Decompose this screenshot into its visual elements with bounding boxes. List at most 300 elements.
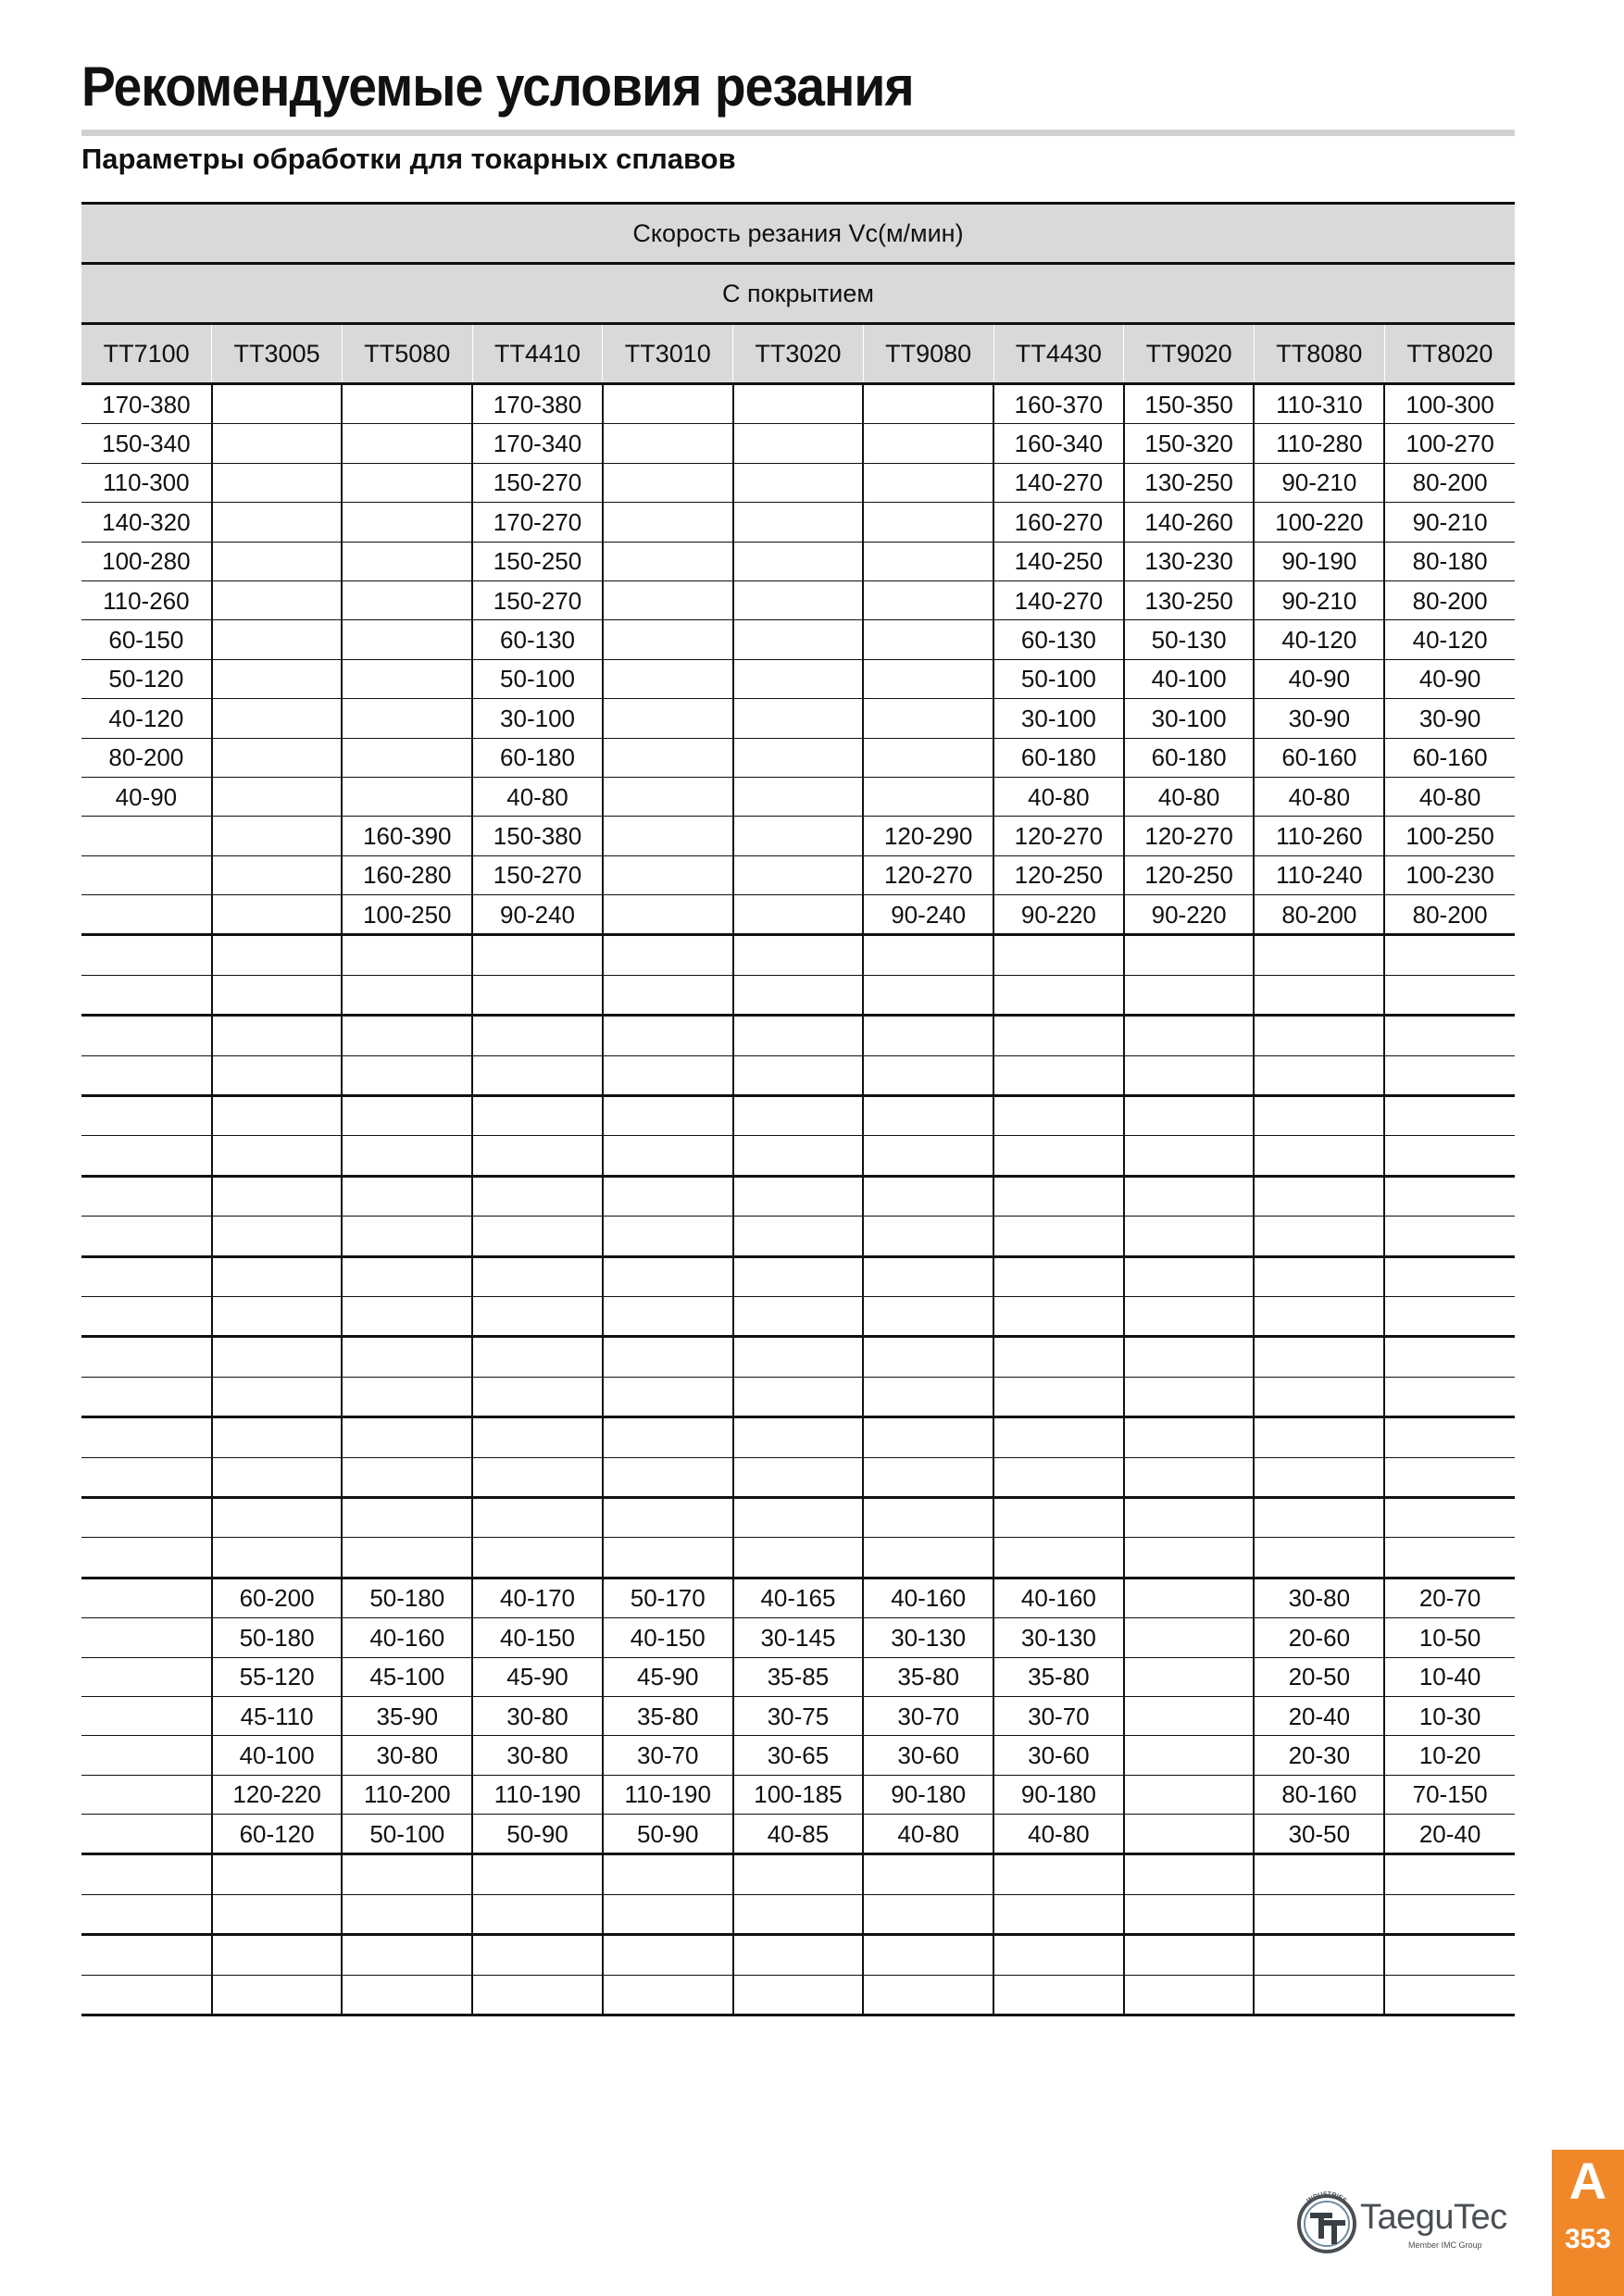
table-cell	[1254, 1894, 1384, 1934]
table-cell	[212, 1096, 343, 1136]
table-row	[81, 1854, 1515, 1894]
table-cell	[863, 384, 993, 424]
table-cell: 110-200	[342, 1775, 472, 1814]
table-cell	[472, 975, 603, 1015]
table-cell	[603, 542, 733, 580]
table-row	[81, 935, 1515, 975]
table-cell	[342, 1975, 472, 2015]
table-cell	[603, 975, 733, 1015]
table-cell	[1384, 1538, 1515, 1578]
table-cell	[212, 1256, 343, 1296]
table-cell: 40-80	[1124, 777, 1255, 816]
table-cell	[342, 738, 472, 777]
table-cell	[81, 895, 212, 935]
table-cell	[733, 1854, 864, 1894]
table-row	[81, 1417, 1515, 1457]
table-cell	[342, 659, 472, 698]
table-cell	[1384, 1136, 1515, 1176]
table-cell	[81, 1016, 212, 1055]
table-cell	[342, 1337, 472, 1377]
table-cell	[212, 1337, 343, 1377]
table-cell	[603, 855, 733, 894]
table-cell	[342, 1377, 472, 1416]
table-cell	[342, 1217, 472, 1256]
table-cell	[603, 384, 733, 424]
table-cell: 60-130	[993, 620, 1124, 659]
table-cell	[1124, 1256, 1255, 1296]
table-cell	[472, 1217, 603, 1256]
table-row	[81, 1894, 1515, 1934]
table-cell	[342, 580, 472, 619]
table-cell: 40-120	[1254, 620, 1384, 659]
table-cell: 100-250	[1384, 817, 1515, 855]
table-cell	[1384, 1217, 1515, 1256]
table-cell	[212, 1854, 343, 1894]
table-cell	[1384, 1256, 1515, 1296]
table-cell: 140-270	[993, 463, 1124, 502]
taegutec-logo	[1290, 2185, 1540, 2259]
table-cell	[1384, 1854, 1515, 1894]
table-cell: 40-80	[863, 1815, 993, 1854]
table-cell: 40-90	[1254, 659, 1384, 698]
grade-header-tt3005: TT3005	[212, 324, 343, 384]
table-cell: 10-30	[1384, 1696, 1515, 1735]
table-cell	[993, 1377, 1124, 1416]
table-row	[81, 1337, 1515, 1377]
table-cell	[603, 1975, 733, 2015]
table-cell	[212, 620, 343, 659]
coated-header: С покрытием	[81, 264, 1515, 324]
table-cell	[342, 503, 472, 542]
table-cell	[603, 1854, 733, 1894]
table-cell	[993, 1975, 1124, 2015]
table-cell	[603, 817, 733, 855]
table-cell: 35-85	[733, 1657, 864, 1696]
table-cell	[1124, 1935, 1255, 1975]
table-cell	[81, 1256, 212, 1296]
table-cell	[342, 1296, 472, 1336]
table-cell	[733, 1296, 864, 1336]
table-cell: 30-100	[993, 699, 1124, 738]
table-cell	[603, 895, 733, 935]
table-cell	[733, 1016, 864, 1055]
table-cell	[993, 1096, 1124, 1136]
table-cell	[603, 659, 733, 698]
table-row	[81, 1578, 1515, 1617]
table-cell: 170-380	[81, 384, 212, 424]
table-cell: 60-130	[472, 620, 603, 659]
table-cell	[863, 1935, 993, 1975]
table-cell: 35-80	[603, 1696, 733, 1735]
table-cell: 120-270	[993, 817, 1124, 855]
table-cell	[81, 1377, 212, 1416]
table-cell	[212, 1377, 343, 1416]
table-cell	[993, 1894, 1124, 1934]
table-cell	[1384, 975, 1515, 1015]
table-cell: 150-270	[472, 855, 603, 894]
table-cell	[212, 659, 343, 698]
table-row	[81, 1296, 1515, 1336]
table-cell: 10-40	[1384, 1657, 1515, 1696]
svg-text:INDUSTRIES	[1305, 2191, 1347, 2204]
table-cell: 45-100	[342, 1657, 472, 1696]
table-cell: 30-100	[1124, 699, 1255, 738]
grade-header-tt9020: TT9020	[1124, 324, 1255, 384]
table-cell	[1384, 1377, 1515, 1416]
table-cell	[212, 1457, 343, 1497]
table-cell	[603, 1894, 733, 1934]
table-cell: 120-290	[863, 817, 993, 855]
grade-header-tt7100: TT7100	[81, 324, 212, 384]
table-cell	[1254, 1055, 1384, 1095]
table-cell	[863, 1055, 993, 1095]
grade-header-tt5080: TT5080	[342, 324, 472, 384]
table-cell: 50-180	[212, 1618, 343, 1657]
table-cell	[1254, 975, 1384, 1015]
table-cell	[603, 777, 733, 816]
table-cell	[212, 1016, 343, 1055]
table-row	[81, 620, 1515, 659]
table-cell	[342, 777, 472, 816]
table-cell: 100-280	[81, 542, 212, 580]
grade-header-tt4410: TT4410	[472, 324, 603, 384]
table-cell	[342, 1136, 472, 1176]
table-row	[81, 1176, 1515, 1216]
table-cell	[81, 817, 212, 855]
table-cell	[603, 699, 733, 738]
table-cell	[1124, 1657, 1255, 1696]
table-cell	[733, 1096, 864, 1136]
table-cell	[993, 1337, 1124, 1377]
table-cell	[81, 1538, 212, 1578]
table-cell	[1384, 1894, 1515, 1934]
table-cell: 90-240	[863, 895, 993, 935]
table-cell	[81, 1417, 212, 1457]
speed-header: Скорость резания Vc(м/мин)	[81, 204, 1515, 264]
table-cell: 80-160	[1254, 1775, 1384, 1814]
table-cell: 150-320	[1124, 424, 1255, 463]
table-cell: 30-100	[472, 699, 603, 738]
table-cell: 60-120	[212, 1815, 343, 1854]
table-cell	[603, 1016, 733, 1055]
table-cell	[342, 1538, 472, 1578]
table-cell	[863, 1256, 993, 1296]
table-cell	[81, 1337, 212, 1377]
table-cell: 50-100	[993, 659, 1124, 698]
logo-brand-text: TaeguTec	[1360, 2198, 1507, 2237]
grade-header-tt8020: TT8020	[1384, 324, 1515, 384]
table-cell	[212, 1894, 343, 1934]
table-cell: 120-250	[1124, 855, 1255, 894]
taegutec-logo-icon	[1290, 2185, 1364, 2259]
table-cell: 30-130	[993, 1618, 1124, 1657]
table-cell: 130-230	[1124, 542, 1255, 580]
table-cell	[342, 1457, 472, 1497]
table-cell	[81, 1854, 212, 1894]
table-cell	[1384, 1975, 1515, 2015]
table-cell	[733, 424, 864, 463]
table-cell: 40-80	[993, 1815, 1124, 1854]
table-cell	[603, 1417, 733, 1457]
table-cell	[603, 1296, 733, 1336]
table-cell	[1384, 1055, 1515, 1095]
table-cell	[603, 1935, 733, 1975]
table-cell: 40-90	[1384, 659, 1515, 698]
table-cell	[342, 975, 472, 1015]
table-cell	[733, 1256, 864, 1296]
table-cell	[603, 1256, 733, 1296]
table-cell	[212, 1417, 343, 1457]
table-cell: 60-180	[472, 738, 603, 777]
table-cell: 30-80	[342, 1736, 472, 1775]
table-cell: 80-200	[1254, 895, 1384, 935]
table-cell: 45-110	[212, 1696, 343, 1735]
table-cell	[212, 935, 343, 975]
table-cell	[212, 1538, 343, 1578]
table-cell: 30-70	[603, 1736, 733, 1775]
table-cell	[1124, 1055, 1255, 1095]
table-row	[81, 1096, 1515, 1136]
table-row	[81, 1975, 1515, 2015]
table-cell	[733, 777, 864, 816]
table-cell	[1254, 1538, 1384, 1578]
table-cell	[472, 1096, 603, 1136]
table-row	[81, 1657, 1515, 1696]
table-cell: 70-150	[1384, 1775, 1515, 1814]
table-cell: 20-70	[1384, 1578, 1515, 1617]
table-cell	[81, 1736, 212, 1775]
table-cell	[81, 1176, 212, 1216]
table-cell: 55-120	[212, 1657, 343, 1696]
table-cell	[733, 1457, 864, 1497]
table-cell: 150-270	[472, 580, 603, 619]
table-cell	[733, 738, 864, 777]
table-cell: 40-100	[1124, 659, 1255, 698]
table-cell	[863, 935, 993, 975]
table-cell	[993, 1176, 1124, 1216]
table-cell	[1384, 1497, 1515, 1537]
table-cell	[212, 1055, 343, 1095]
table-cell	[733, 1538, 864, 1578]
table-cell: 60-160	[1254, 738, 1384, 777]
table-cell	[342, 1417, 472, 1457]
table-cell: 40-120	[1384, 620, 1515, 659]
table-cell	[1254, 1256, 1384, 1296]
table-cell: 40-150	[472, 1618, 603, 1657]
table-cell	[603, 935, 733, 975]
table-cell	[603, 463, 733, 502]
table-cell	[81, 1775, 212, 1814]
page-subtitle: Параметры обработки для токарных сплавов	[81, 143, 736, 175]
table-cell: 10-50	[1384, 1618, 1515, 1657]
table-cell	[472, 1377, 603, 1416]
table-cell	[863, 699, 993, 738]
table-cell: 150-250	[472, 542, 603, 580]
table-cell	[863, 1096, 993, 1136]
table-row	[81, 1696, 1515, 1735]
table-cell	[733, 855, 864, 894]
grade-header-tt8080: TT8080	[1254, 324, 1384, 384]
table-cell	[1124, 1296, 1255, 1336]
table-cell	[603, 1497, 733, 1537]
table-cell: 60-180	[993, 738, 1124, 777]
table-cell: 50-180	[342, 1578, 472, 1617]
table-cell: 100-185	[733, 1775, 864, 1814]
table-cell	[733, 1337, 864, 1377]
table-cell: 130-250	[1124, 463, 1255, 502]
table-cell: 20-30	[1254, 1736, 1384, 1775]
table-cell	[733, 975, 864, 1015]
table-cell: 120-250	[993, 855, 1124, 894]
table-cell	[993, 1055, 1124, 1095]
table-cell	[993, 1016, 1124, 1055]
table-cell	[1384, 1417, 1515, 1457]
table-cell	[1124, 1096, 1255, 1136]
table-cell	[993, 1854, 1124, 1894]
table-row	[81, 1775, 1515, 1814]
table-cell	[472, 1296, 603, 1336]
table-cell	[603, 1055, 733, 1095]
table-cell	[603, 620, 733, 659]
table-cell: 170-380	[472, 384, 603, 424]
table-cell: 40-85	[733, 1815, 864, 1854]
table-cell	[863, 777, 993, 816]
table-cell	[212, 503, 343, 542]
table-cell	[81, 1657, 212, 1696]
table-cell	[1124, 1975, 1255, 2015]
table-cell	[1124, 1538, 1255, 1578]
table-cell	[863, 1296, 993, 1336]
table-cell	[733, 1935, 864, 1975]
table-cell	[733, 895, 864, 935]
table-cell	[603, 1176, 733, 1216]
table-cell	[472, 1417, 603, 1457]
table-row	[81, 777, 1515, 816]
table-cell	[863, 1136, 993, 1176]
table-body	[81, 384, 1515, 2015]
table-cell	[472, 1538, 603, 1578]
table-cell	[81, 855, 212, 894]
table-cell	[993, 935, 1124, 975]
table-cell	[1384, 1016, 1515, 1055]
table-cell	[1254, 1497, 1384, 1537]
table-cell	[733, 1055, 864, 1095]
table-cell	[212, 1217, 343, 1256]
table-cell: 40-160	[993, 1578, 1124, 1617]
table-cell	[863, 1417, 993, 1457]
table-cell: 50-130	[1124, 620, 1255, 659]
table-cell: 35-90	[342, 1696, 472, 1735]
table-row	[81, 424, 1515, 463]
table-cell	[212, 855, 343, 894]
table-cell	[1124, 1497, 1255, 1537]
table-cell: 110-310	[1254, 384, 1384, 424]
table-cell	[1124, 1016, 1255, 1055]
table-cell: 40-120	[81, 699, 212, 738]
table-cell: 100-300	[1384, 384, 1515, 424]
table-cell	[1124, 1894, 1255, 1934]
table-cell: 30-80	[472, 1736, 603, 1775]
table-cell	[81, 1975, 212, 2015]
table-cell	[472, 1337, 603, 1377]
table-row	[81, 659, 1515, 698]
table-cell	[342, 463, 472, 502]
table-cell	[342, 620, 472, 659]
table-cell	[1254, 1854, 1384, 1894]
table-cell	[733, 463, 864, 502]
table-cell: 170-270	[472, 503, 603, 542]
table-cell	[212, 1296, 343, 1336]
table-cell	[863, 542, 993, 580]
title-underline	[81, 130, 1515, 136]
table-cell	[1124, 1337, 1255, 1377]
table-cell	[342, 1055, 472, 1095]
table-cell	[1254, 1176, 1384, 1216]
table-cell: 30-60	[993, 1736, 1124, 1775]
table-cell: 20-50	[1254, 1657, 1384, 1696]
table-cell: 110-190	[472, 1775, 603, 1814]
table-cell	[81, 935, 212, 975]
table-cell: 90-220	[1124, 895, 1255, 935]
table-cell	[81, 1935, 212, 1975]
table-cell	[733, 699, 864, 738]
table-cell: 60-200	[212, 1578, 343, 1617]
table-cell	[993, 1538, 1124, 1578]
table-cell	[81, 1217, 212, 1256]
table-cell: 90-210	[1384, 503, 1515, 542]
table-cell: 50-100	[472, 659, 603, 698]
table-cell: 150-340	[81, 424, 212, 463]
table-cell	[733, 1136, 864, 1176]
table-cell	[733, 659, 864, 698]
table-cell: 160-280	[342, 855, 472, 894]
table-cell	[342, 1176, 472, 1216]
table-cell: 80-200	[1384, 463, 1515, 502]
table-cell: 150-270	[472, 463, 603, 502]
table-cell: 40-80	[1254, 777, 1384, 816]
table-cell: 20-60	[1254, 1618, 1384, 1657]
table-cell	[863, 1217, 993, 1256]
table-row	[81, 1256, 1515, 1296]
table-cell: 60-180	[1124, 738, 1255, 777]
table-cell	[81, 1296, 212, 1336]
table-row	[81, 699, 1515, 738]
table-cell	[863, 424, 993, 463]
table-cell: 30-145	[733, 1618, 864, 1657]
table-cell	[212, 738, 343, 777]
table-cell	[342, 1497, 472, 1537]
table-cell	[1124, 1815, 1255, 1854]
table-cell: 30-75	[733, 1696, 864, 1735]
table-cell	[81, 1696, 212, 1735]
table-cell	[342, 1894, 472, 1934]
table-cell: 100-220	[1254, 503, 1384, 542]
table-cell	[733, 503, 864, 542]
table-cell	[212, 463, 343, 502]
table-cell	[212, 895, 343, 935]
table-cell: 30-80	[1254, 1578, 1384, 1617]
table-cell	[1254, 1217, 1384, 1256]
table-cell	[472, 1256, 603, 1296]
table-cell	[863, 1975, 993, 2015]
table-cell	[863, 738, 993, 777]
table-row	[81, 855, 1515, 894]
table-cell: 100-250	[342, 895, 472, 935]
table-cell	[1254, 1337, 1384, 1377]
table-row	[81, 1618, 1515, 1657]
table-cell: 20-40	[1254, 1696, 1384, 1735]
table-row	[81, 1736, 1515, 1775]
